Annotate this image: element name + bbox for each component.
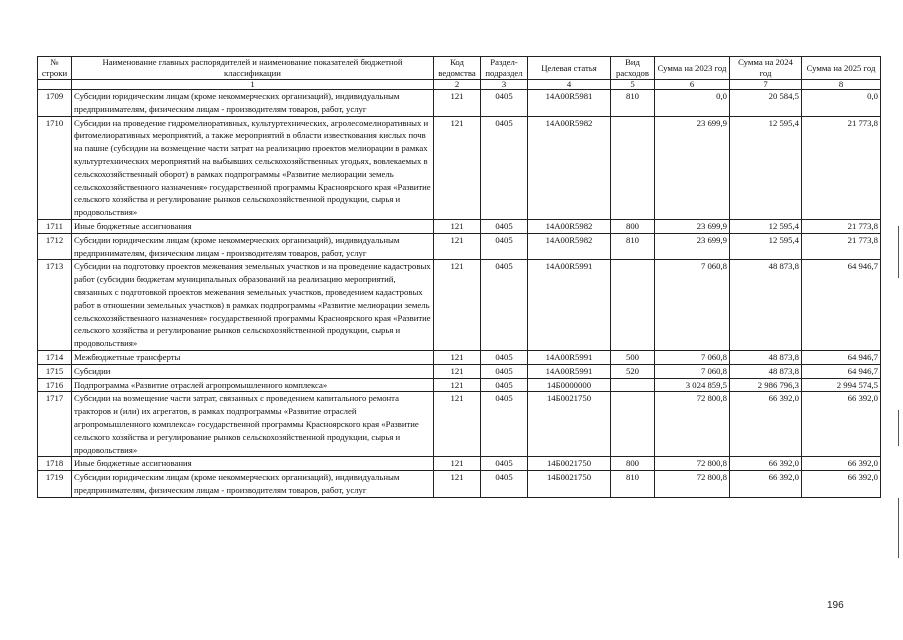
row-dept-code-cell: 121 bbox=[434, 471, 481, 498]
row-name-cell: Иные бюджетные ассигнования bbox=[72, 219, 434, 233]
table-row bbox=[38, 471, 881, 498]
header-expense-type: Вид расходов bbox=[611, 57, 655, 80]
row-dept-code-cell: 121 bbox=[434, 260, 481, 351]
row-number-cell: 1711 bbox=[38, 219, 72, 233]
column-number bbox=[38, 80, 72, 90]
row-name-cell: Субсидии bbox=[72, 364, 434, 378]
header-section: Раздел-подраздел bbox=[481, 57, 528, 80]
row-number-cell: 1713 bbox=[38, 260, 72, 351]
row-sum-2025-cell: 64 946,7 bbox=[802, 260, 881, 351]
header-sum-2025: Сумма на 2025 год bbox=[802, 57, 881, 80]
row-section-cell: 0405 bbox=[481, 364, 528, 378]
table-row bbox=[38, 378, 881, 392]
row-section-cell: 0405 bbox=[481, 392, 528, 457]
row-section-cell: 0405 bbox=[481, 90, 528, 117]
row-expense-type-cell bbox=[611, 116, 655, 219]
row-sum-2024-cell: 12 595,4 bbox=[730, 116, 802, 219]
row-dept-code-cell: 121 bbox=[434, 364, 481, 378]
row-target-article-cell: 14А00R5991 bbox=[528, 364, 611, 378]
header-row-number: № строки bbox=[38, 57, 72, 80]
row-target-article-cell: 14А00R5982 bbox=[528, 116, 611, 219]
row-name-cell: Межбюджетные трансферты bbox=[72, 350, 434, 364]
budget-table bbox=[37, 56, 881, 498]
table-row bbox=[38, 90, 881, 117]
row-expense-type-cell: 810 bbox=[611, 471, 655, 498]
row-sum-2025-cell: 0,0 bbox=[802, 90, 881, 117]
row-section-cell: 0405 bbox=[481, 350, 528, 364]
row-section-cell: 0405 bbox=[481, 471, 528, 498]
row-dept-code-cell: 121 bbox=[434, 457, 481, 471]
table-row bbox=[38, 364, 881, 378]
row-expense-type-cell: 800 bbox=[611, 457, 655, 471]
row-sum-2025-cell: 2 994 574,5 bbox=[802, 378, 881, 392]
row-name-cell: Субсидии на проведение гидромелиоративных, культуртехнических, агролесомелиоративных и фитомелиоративных мероприятий, а также мероприятий в области известкования кислых почв на пашне (субсидии на возмещение части затрат на реализацию проектов мелиорации в рамках культуртехнических мероприятий на выбывших сельскохозяйственных угодьях, вовлекаемых в сельскохозяйственный оборот) в рамках подпрограммы «Развитие мелиорации земель сельскохозяйственного назначения» государственной программы Красноярского края «Развитие сельского хозяйства и регулирование рынков сельскохозяйственной продукции, сырья и продовольствия» bbox=[72, 116, 434, 219]
header-row bbox=[38, 57, 881, 80]
row-sum-2023-cell: 7 060,8 bbox=[655, 260, 730, 351]
row-expense-type-cell: 520 bbox=[611, 364, 655, 378]
row-sum-2023-cell: 0,0 bbox=[655, 90, 730, 117]
row-sum-2025-cell: 66 392,0 bbox=[802, 457, 881, 471]
column-number: 2 bbox=[434, 80, 481, 90]
row-name-cell: Субсидии юридическим лицам (кроме некоммерческих организаций), индивидуальным предпринимателям, физическим лицам - производителям товаров, работ, услуг bbox=[72, 90, 434, 117]
row-target-article-cell: 14Б0021750 bbox=[528, 471, 611, 498]
row-dept-code-cell: 121 bbox=[434, 233, 481, 260]
row-target-article-cell: 14Б0000000 bbox=[528, 378, 611, 392]
row-number-cell: 1718 bbox=[38, 457, 72, 471]
row-dept-code-cell: 121 bbox=[434, 219, 481, 233]
row-sum-2025-cell: 21 773,8 bbox=[802, 219, 881, 233]
row-sum-2024-cell: 48 873,8 bbox=[730, 260, 802, 351]
column-number: 4 bbox=[528, 80, 611, 90]
row-sum-2023-cell: 72 800,8 bbox=[655, 471, 730, 498]
page-number: 196 bbox=[827, 600, 844, 611]
row-number-cell: 1710 bbox=[38, 116, 72, 219]
row-sum-2024-cell: 2 986 796,3 bbox=[730, 378, 802, 392]
row-sum-2024-cell: 66 392,0 bbox=[730, 457, 802, 471]
row-section-cell: 0405 bbox=[481, 219, 528, 233]
table-body bbox=[38, 90, 881, 498]
table-row bbox=[38, 233, 881, 260]
header-target-article: Целевая статья bbox=[528, 57, 611, 80]
row-name-cell: Субсидии на возмещение части затрат, связанных с проведением капитального ремонта тракторов и (или) их агрегатов, в рамках подпрограммы «Развитие отраслей агропромышленного комплекса» государственной программы Красноярского края «Развитие сельского хозяйства и регулирование рынков сельскохозяйственной продукции, сырья и продовольствия» bbox=[72, 392, 434, 457]
scan-edge-mark bbox=[898, 498, 899, 558]
column-number: 8 bbox=[802, 80, 881, 90]
row-sum-2024-cell: 48 873,8 bbox=[730, 350, 802, 364]
row-number-cell: 1719 bbox=[38, 471, 72, 498]
row-target-article-cell: 14Б0021750 bbox=[528, 457, 611, 471]
header-name: Наименование главных распорядителей и наименование показателей бюджетной классификации bbox=[72, 57, 434, 80]
row-number-cell: 1709 bbox=[38, 90, 72, 117]
row-expense-type-cell: 810 bbox=[611, 90, 655, 117]
scan-edge-mark bbox=[898, 410, 899, 446]
row-number-cell: 1715 bbox=[38, 364, 72, 378]
row-sum-2024-cell: 12 595,4 bbox=[730, 219, 802, 233]
scan-edge-mark bbox=[898, 226, 899, 278]
row-name-cell: Субсидии юридическим лицам (кроме некоммерческих организаций), индивидуальным предпринимателям, физическим лицам - производителям товаров, работ, услуг bbox=[72, 471, 434, 498]
row-target-article-cell: 14Б0021750 bbox=[528, 392, 611, 457]
row-number-cell: 1717 bbox=[38, 392, 72, 457]
row-name-cell: Подпрограмма «Развитие отраслей агропромышленного комплекса» bbox=[72, 378, 434, 392]
row-sum-2024-cell: 48 873,8 bbox=[730, 364, 802, 378]
table-row bbox=[38, 350, 881, 364]
row-sum-2025-cell: 66 392,0 bbox=[802, 392, 881, 457]
row-sum-2023-cell: 7 060,8 bbox=[655, 364, 730, 378]
row-sum-2024-cell: 20 584,5 bbox=[730, 90, 802, 117]
header-sum-2024: Сумма на 2024 год bbox=[730, 57, 802, 80]
row-dept-code-cell: 121 bbox=[434, 350, 481, 364]
row-expense-type-cell bbox=[611, 378, 655, 392]
row-dept-code-cell: 121 bbox=[434, 378, 481, 392]
row-section-cell: 0405 bbox=[481, 378, 528, 392]
row-sum-2025-cell: 66 392,0 bbox=[802, 471, 881, 498]
row-sum-2023-cell: 7 060,8 bbox=[655, 350, 730, 364]
column-number: 5 bbox=[611, 80, 655, 90]
table-row bbox=[38, 219, 881, 233]
row-expense-type-cell bbox=[611, 392, 655, 457]
row-sum-2023-cell: 72 800,8 bbox=[655, 457, 730, 471]
row-number-cell: 1714 bbox=[38, 350, 72, 364]
row-sum-2024-cell: 66 392,0 bbox=[730, 471, 802, 498]
row-section-cell: 0405 bbox=[481, 116, 528, 219]
row-dept-code-cell: 121 bbox=[434, 392, 481, 457]
row-sum-2023-cell: 72 800,8 bbox=[655, 392, 730, 457]
header-sum-2023: Сумма на 2023 год bbox=[655, 57, 730, 80]
row-sum-2023-cell: 23 699,9 bbox=[655, 116, 730, 219]
row-sum-2023-cell: 3 024 859,5 bbox=[655, 378, 730, 392]
row-target-article-cell: 14А00R5982 bbox=[528, 233, 611, 260]
row-target-article-cell: 14А00R5981 bbox=[528, 90, 611, 117]
row-sum-2025-cell: 64 946,7 bbox=[802, 364, 881, 378]
row-expense-type-cell: 800 bbox=[611, 219, 655, 233]
header-dept-code: Код ведомства bbox=[434, 57, 481, 80]
table-row bbox=[38, 260, 881, 351]
column-number: 1 bbox=[72, 80, 434, 90]
row-expense-type-cell: 500 bbox=[611, 350, 655, 364]
row-sum-2023-cell: 23 699,9 bbox=[655, 219, 730, 233]
column-number: 7 bbox=[730, 80, 802, 90]
table-row bbox=[38, 457, 881, 471]
row-expense-type-cell: 810 bbox=[611, 233, 655, 260]
row-section-cell: 0405 bbox=[481, 260, 528, 351]
row-dept-code-cell: 121 bbox=[434, 116, 481, 219]
row-name-cell: Субсидии юридическим лицам (кроме некоммерческих организаций), индивидуальным предпринимателям, физическим лицам - производителям товаров, работ, услуг bbox=[72, 233, 434, 260]
table-row bbox=[38, 116, 881, 219]
row-name-cell: Иные бюджетные ассигнования bbox=[72, 457, 434, 471]
row-expense-type-cell bbox=[611, 260, 655, 351]
row-dept-code-cell: 121 bbox=[434, 90, 481, 117]
row-sum-2024-cell: 66 392,0 bbox=[730, 392, 802, 457]
row-sum-2025-cell: 21 773,8 bbox=[802, 116, 881, 219]
row-target-article-cell: 14А00R5991 bbox=[528, 350, 611, 364]
table-row bbox=[38, 392, 881, 457]
row-sum-2023-cell: 23 699,9 bbox=[655, 233, 730, 260]
row-target-article-cell: 14А00R5991 bbox=[528, 260, 611, 351]
column-number: 6 bbox=[655, 80, 730, 90]
row-name-cell: Субсидии на подготовку проектов межевания земельных участков и на проведение кадастровых работ (субсидии бюджетам муниципальных образований на реализацию мероприятий, связанных с подготовкой проектов межевания земельных участков, проведением кадастровых работ в отношении земельных участков) в рамках подпрограммы «Развитие мелиорации земель сельскохозяйственного назначения» государственной программы Красноярского края «Развитие сельского хозяйства и регулирование рынков сельскохозяйственной продукции, сырья и продовольствия» bbox=[72, 260, 434, 351]
column-number-row bbox=[38, 80, 881, 90]
row-number-cell: 1712 bbox=[38, 233, 72, 260]
row-section-cell: 0405 bbox=[481, 457, 528, 471]
row-target-article-cell: 14А00R5982 bbox=[528, 219, 611, 233]
row-number-cell: 1716 bbox=[38, 378, 72, 392]
row-sum-2024-cell: 12 595,4 bbox=[730, 233, 802, 260]
row-sum-2025-cell: 64 946,7 bbox=[802, 350, 881, 364]
row-section-cell: 0405 bbox=[481, 233, 528, 260]
column-number: 3 bbox=[481, 80, 528, 90]
row-sum-2025-cell: 21 773,8 bbox=[802, 233, 881, 260]
